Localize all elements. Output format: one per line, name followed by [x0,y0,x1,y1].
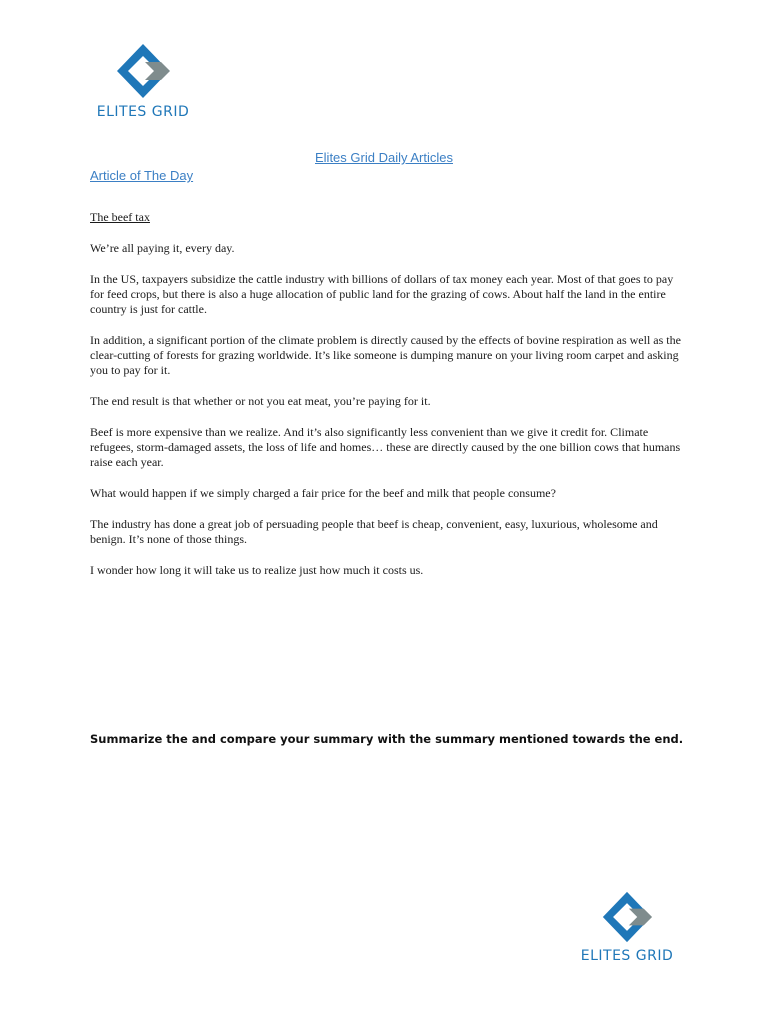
article-title: The beef tax [90,210,150,224]
article-paragraph: In addition, a significant portion of the climate problem is directly caused by the effects of bovine respiration as well as the clear-cutting of forests for grazing worldwide. It’s like someone is dumping manure on your living room carpet and asking you to pay for it. [90,333,681,377]
article-paragraph: The end result is that whether or not you eat meat, you’re paying for it. [90,394,431,408]
article-paragraph: We’re all paying it, every day. [90,241,235,255]
summary-prompt: Summarize the and compare your summary with the summary mentioned towards the end. [90,732,684,746]
daily-articles-heading: Elites Grid Daily Articles [315,150,453,165]
article-paragraph: Beef is more expensive than we realize. And it’s also significantly less convenient than we give it credit for. Climate refugees, storm-damaged assets, the loss of life and homes… these are directly caused by the one billion cows that humans raise each year. [90,425,681,469]
logo-wordmark: ELITES GRID [96,104,190,120]
article-paragraph: I wonder how long it will take us to realize just how much it costs us. [90,563,424,577]
article-body [90,210,690,594]
article-paragraph: The industry has done a great job of persuading people that beef is cheap, convenient, easy, luxurious, wholesome and benign. It’s none of those things. [90,517,658,546]
logo-wordmark: ELITES GRID [580,948,674,964]
article-of-the-day-heading: Article of The Day [90,168,194,183]
article-paragraph: In the US, taxpayers subsidize the cattle industry with billions of dollars of tax money each year. Most of that goes to pay for feed crops, but there is also a huge allocation of public land for the grazing of cows. About half the land in the entire country is just for cattle. [90,272,674,316]
elites-grid-logo-top [98,42,188,120]
elites-grid-logo-icon [115,42,171,100]
article-paragraph: What would happen if we simply charged a fair price for the beef and milk that people consume? [90,486,556,500]
elites-grid-logo-icon [601,890,653,944]
elites-grid-logo-bottom [582,890,672,964]
